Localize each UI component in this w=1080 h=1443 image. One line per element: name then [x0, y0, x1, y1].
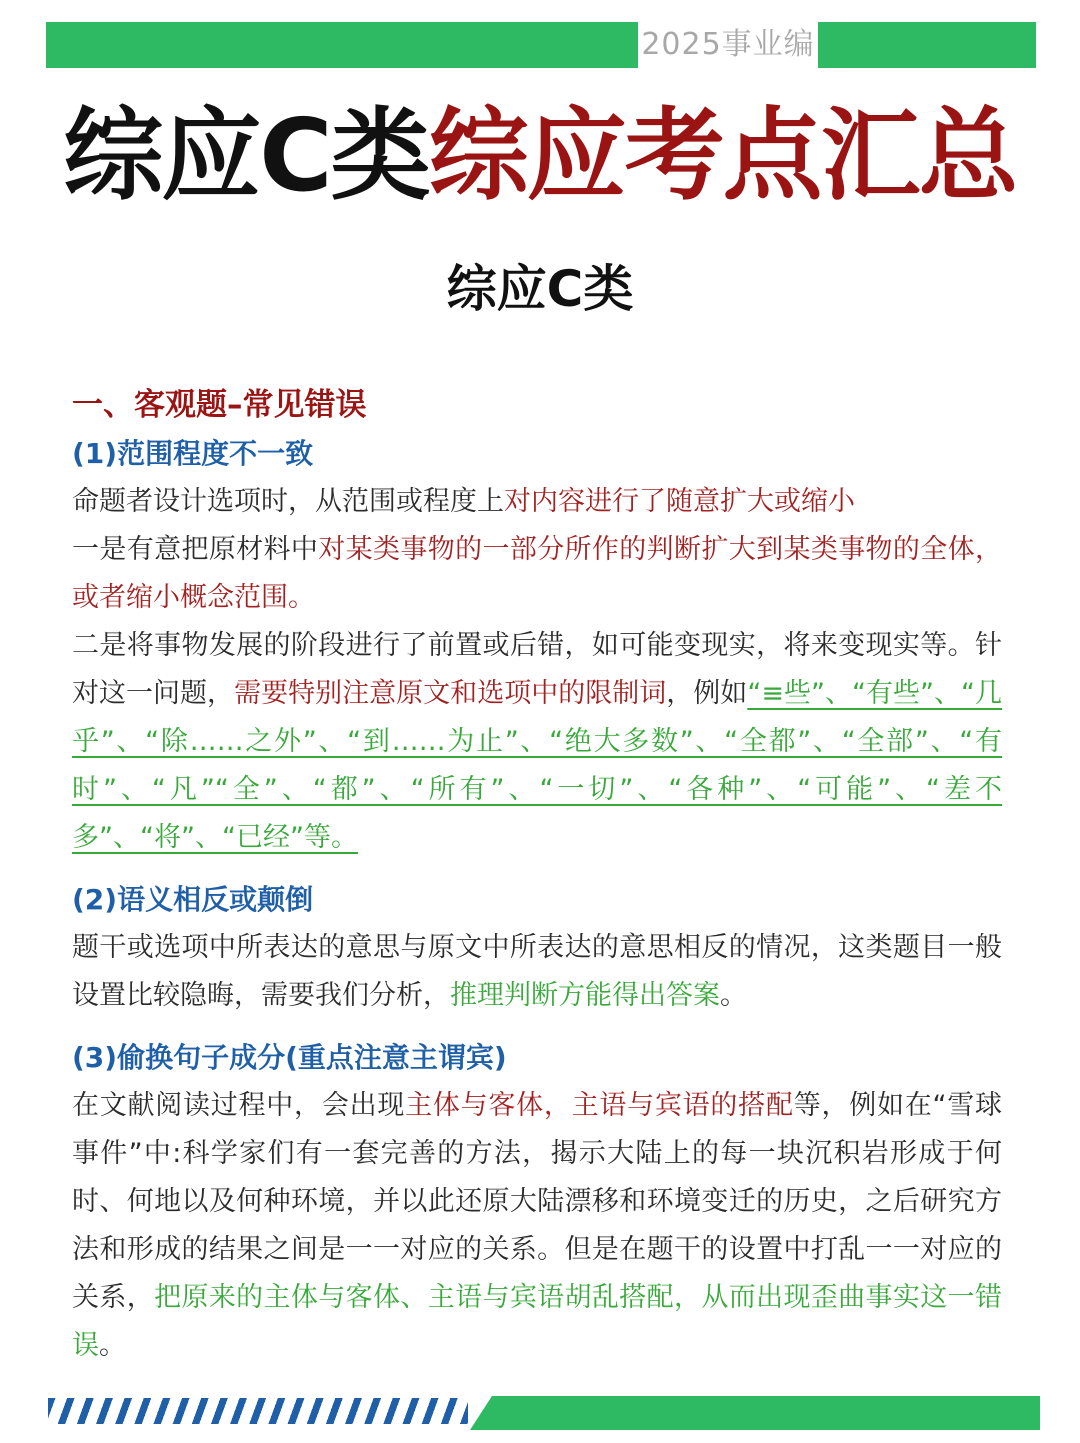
- text-run: 题干或选项中所表达的意思与原文中所表达的意思相反的情况，这类题目一般设置比较隐晦，需要我们分析，: [72, 932, 1002, 1011]
- year-tag: 2025事业编: [641, 27, 815, 62]
- item1-paragraph-2: [72, 526, 1002, 622]
- item1-paragraph-3: [72, 622, 1002, 862]
- item3-paragraph: [72, 1082, 1002, 1370]
- item1-paragraph-1: [72, 478, 1002, 526]
- section-title: 一、客观题–常见错误: [72, 387, 367, 423]
- top-banner-bar-right: [818, 22, 1036, 68]
- bottom-banner-bar: [470, 1396, 1040, 1430]
- text-run: 二是将事物发展的阶段进行了前置或后错，如可能变现实，将来变现实等。针对这一问题，: [72, 630, 1002, 709]
- text-run: 。: [720, 980, 747, 1011]
- text-run: ，例如: [666, 678, 748, 709]
- bottom-stripe-decoration: [48, 1398, 468, 1424]
- page-title: [0, 96, 1080, 216]
- highlight-red: 对某类事物的一部分所作的判断扩大到某类事物的全体，或者缩小概念范围。: [72, 534, 1003, 613]
- item2-paragraph: [72, 924, 1002, 1020]
- top-banner-bar-left: [46, 22, 638, 68]
- title-part-red: 综应考点汇总: [428, 97, 1017, 214]
- highlight-green: 把原来的主体与客体、主语与宾语胡乱搭配，从而出现歪曲事实这一错误: [72, 1282, 1003, 1361]
- highlight-red: 需要特别注意原文和选项中的限制词: [234, 678, 667, 709]
- title-part-black: 综应C类: [63, 97, 429, 214]
- highlight-green: 推理判断方能得出答案: [450, 980, 720, 1011]
- item-heading-1: (1)范围程度不一致: [72, 437, 314, 470]
- text-run: 命题者设计选项时，从范围或程度上: [72, 486, 504, 517]
- highlight-red: 对内容进行了随意扩大或缩小: [504, 486, 855, 517]
- text-run: 等，例如在“雪球事件”中:科学家们有一套完善的方法，揭示大陆上的每一块沉积岩形成于何时、何地以及何种环境，并以此还原大陆漂移和环境变迁的历史，之后研究方法和形成的结果之间是一一对应的关系。但是在题干的设置中打乱一一对应的关系，: [72, 1090, 1002, 1313]
- page-subtitle: 综应C类: [446, 260, 634, 318]
- item-heading-2: (2)语义相反或颠倒: [72, 883, 314, 916]
- text-run: 一是有意把原材料中: [72, 534, 319, 565]
- highlight-green-underline: “≡些”、“有些”、“几乎”、“除……之外”、“到……为止”、“绝大多数”、“全都”、“全部”、“有时”、“凡”“全”、“都”、“所有”、“一切”、“各种”、“可能”、“差不多”、“将”、“已经”等。: [72, 678, 1003, 853]
- text-run: 。: [99, 1330, 126, 1361]
- article-body: [72, 380, 1002, 1370]
- item-heading-3: (3)偷换句子成分(重点注意主谓宾): [72, 1041, 507, 1074]
- text-run: 在文献阅读过程中，会出现: [72, 1090, 406, 1121]
- highlight-red: 主体与客体，主语与宾语的搭配: [405, 1090, 794, 1121]
